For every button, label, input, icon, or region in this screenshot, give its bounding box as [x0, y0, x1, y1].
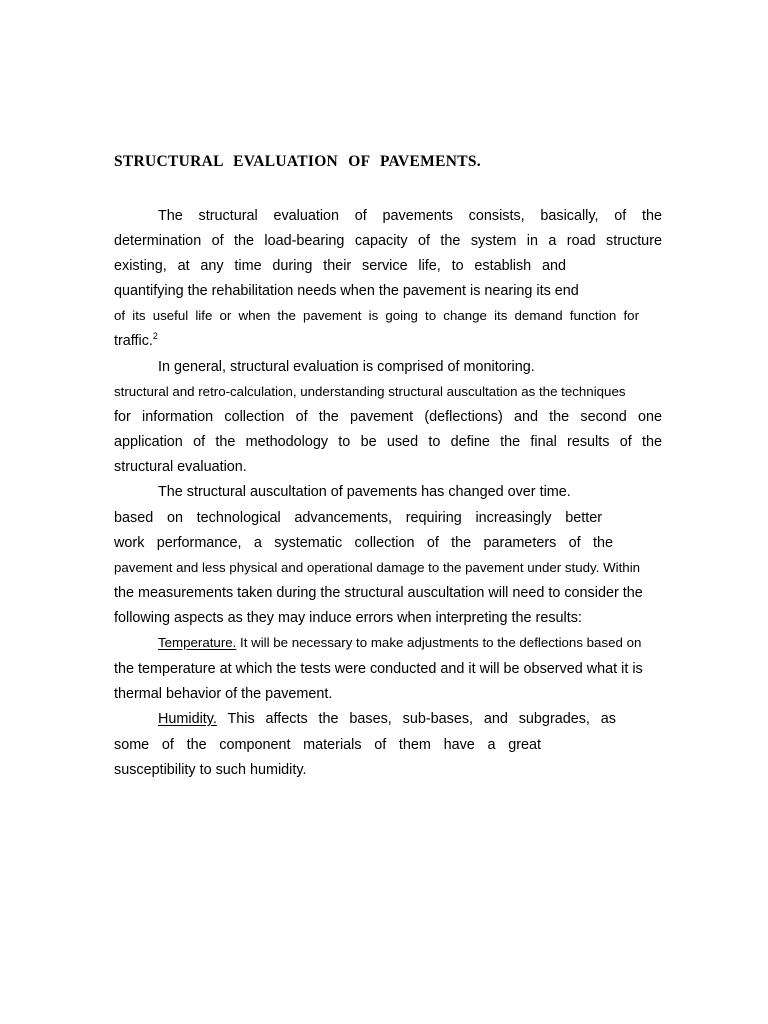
body-line: [158, 633, 641, 653]
body-line: [158, 709, 616, 729]
body-line: for information collection of the pavement (deflections) and the second one: [114, 409, 662, 425]
body-line: some of the component materials of them have a great: [114, 737, 541, 753]
footnote-marker: 2: [152, 331, 158, 341]
body-line: following aspects as they may induce errors when interpreting the results:: [114, 610, 582, 626]
body-line: application of the methodology to be used to define the final results of the: [114, 434, 662, 450]
body-line: In general, structural evaluation is comprised of monitoring.: [158, 359, 535, 375]
body-line: existing, at any time during their service life, to establish and: [114, 258, 566, 274]
body-line: the temperature at which the tests were conducted and it will be observed what it is: [114, 661, 643, 677]
body-line: of its useful life or when the pavement is going to change its demand function for: [114, 308, 639, 323]
body-line: thermal behavior of the pavement.: [114, 686, 333, 702]
body-text: traffic.: [114, 333, 153, 349]
body-line: susceptibility to such humidity.: [114, 762, 307, 778]
body-line: [114, 331, 158, 351]
body-line: work performance, a systematic collection of the parameters of the: [114, 535, 613, 551]
body-line: based on technological advancements, requiring increasingly better: [114, 510, 602, 526]
body-line: The structural evaluation of pavements consists, basically, of the: [158, 208, 662, 224]
body-line: quantifying the rehabilitation needs when the pavement is nearing its end: [114, 283, 579, 299]
body-line: structural evaluation.: [114, 459, 247, 475]
body-line: structural and retro-calculation, understanding structural auscultation as the techniques: [114, 384, 626, 399]
body-text: This affects the bases, sub-bases, and subgrades, as: [216, 711, 616, 727]
body-line: The structural auscultation of pavements has changed over time.: [158, 484, 571, 500]
body-line: the measurements taken during the structural auscultation will need to consider the: [114, 585, 643, 601]
body-text: It will be necessary to make adjustments to the deflections based on: [236, 635, 642, 650]
document-title: STRUCTURAL EVALUATION OF PAVEMENTS.: [114, 153, 481, 170]
humidity-label: Humidity.: [158, 711, 217, 727]
temperature-label: Temperature.: [158, 635, 237, 650]
body-line: determination of the load-bearing capacity of the system in a road structure: [114, 233, 662, 249]
body-line: pavement and less physical and operational damage to the pavement under study. Within: [114, 560, 641, 575]
